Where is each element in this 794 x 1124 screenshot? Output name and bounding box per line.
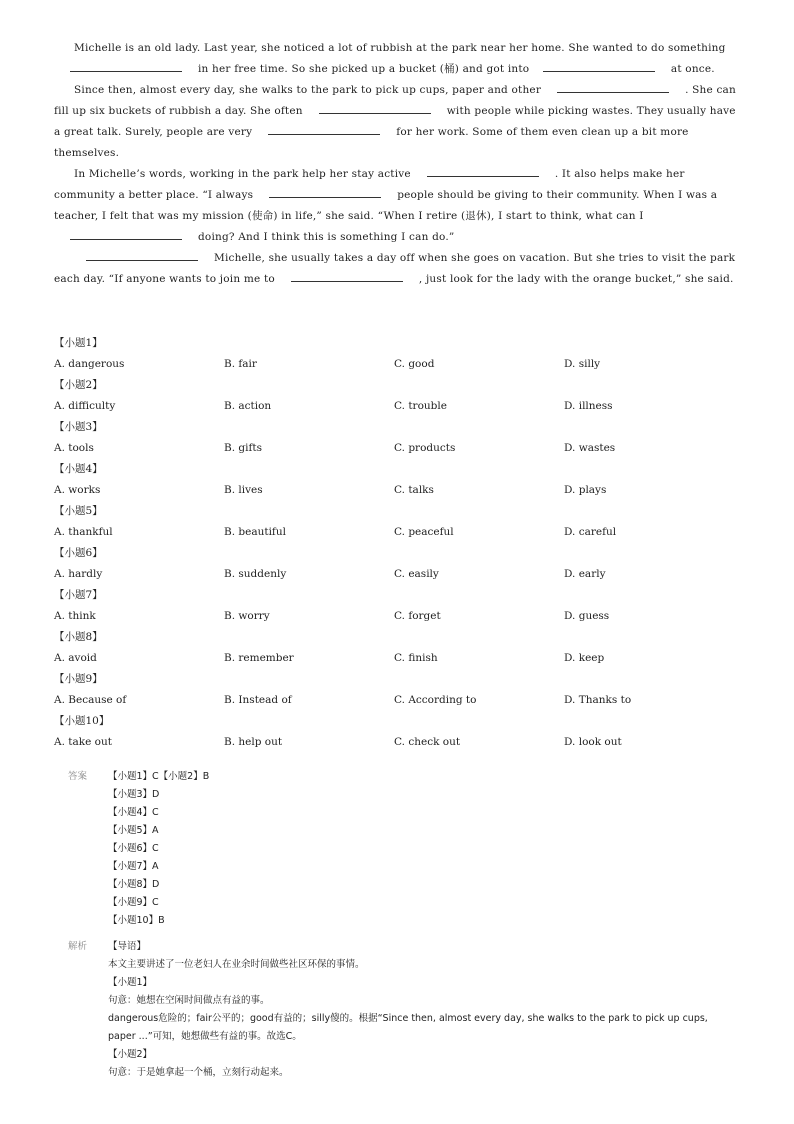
option-row [54,354,744,375]
question-label: 【小题5】 [54,505,103,517]
option-b[interactable]: B. fair [224,358,257,370]
cloze-passage [54,38,744,290]
answer-line: 【小题4】C [108,807,159,818]
passage-paragraph-2: Since then, almost every day, she walks to the park to pick up cups, paper and other . She can fill up six buckets of rubbish a day. She often with people while picking wastes. They usually have a great talk. Surely, people are very for her work. Some of them even clean up a bit more themselves. [54,80,744,164]
explanation-line: 句意：于是她拿起一个桶，立刻行动起来。 [108,1067,289,1078]
explanation-line: 句意：她想在空闲时间做点有益的事。 [108,995,270,1006]
option-a[interactable]: A. Because of [54,694,127,706]
answer-label: 答案 [68,771,88,782]
option-a[interactable]: A. take out [54,736,112,748]
option-a[interactable]: A. avoid [54,652,97,664]
explanation-lines [108,938,738,1082]
option-row [54,522,744,543]
explanation-line: dangerous危险的；fair公平的；good有益的；silly傻的。根据“Since then, almost every day, she walks to the park to pick up cups, paper ...”可知，她想做些有益的事。故选C。 [108,1013,708,1042]
option-b[interactable]: B. beautiful [224,526,286,538]
option-a[interactable]: A. dangerous [54,358,125,370]
option-c[interactable]: C. According to [394,694,477,706]
option-row [54,606,744,627]
explanation-label: 解析 [68,941,88,952]
question-label: 【小题4】 [54,463,103,475]
option-c[interactable]: C. trouble [394,400,447,412]
option-a[interactable]: A. think [54,610,96,622]
option-d[interactable]: D. guess [564,610,610,622]
option-c[interactable]: C. talks [394,484,434,496]
option-row [54,438,744,459]
question-label: 【小题3】 [54,421,103,433]
option-d[interactable]: D. wastes [564,442,616,454]
question-label: 【小题8】 [54,631,103,643]
question-label: 【小题9】 [54,673,103,685]
option-row [54,480,744,501]
option-c[interactable]: C. finish [394,652,438,664]
question-list [54,333,744,753]
option-row [54,564,744,585]
explanation-line: 本文主要讲述了一位老妇人在业余时间做些社区环保的事情。 [108,959,365,970]
option-a[interactable]: A. tools [54,442,94,454]
option-a[interactable]: A. works [54,484,101,496]
option-d[interactable]: D. keep [564,652,605,664]
option-b[interactable]: B. remember [224,652,294,664]
blank-3[interactable] [557,80,669,93]
answer-line: 【小题3】D [108,789,160,800]
explanation-line: 【导语】 [108,941,147,952]
option-b[interactable]: B. action [224,400,272,412]
option-b[interactable]: B. worry [224,610,270,622]
option-b[interactable]: B. lives [224,484,263,496]
question-label: 【小题1】 [54,337,103,349]
answer-line: 【小题1】C【小题2】B [108,771,210,782]
option-c[interactable]: C. easily [394,568,439,580]
passage-paragraph-3: In Michelle’s words, working in the park help her stay active . It also helps make her community a better place. “I always people should be giving to their community. When I was a teacher, I felt that was my mission (使命) in life,” she said. “When I retire (退休), I start to think, what can Idoing? And I think this is something I can do.” [54,164,744,248]
answer-line: 【小题6】C [108,843,159,854]
option-d[interactable]: D. early [564,568,606,580]
answer-lines [108,768,209,930]
option-b[interactable]: B. gifts [224,442,262,454]
option-d[interactable]: D. look out [564,736,622,748]
option-b[interactable]: B. help out [224,736,283,748]
answer-line: 【小题10】B [108,915,165,926]
option-b[interactable]: B. Instead of [224,694,292,706]
option-d[interactable]: D. illness [564,400,613,412]
blank-9[interactable] [86,248,198,261]
blank-5[interactable] [268,122,380,135]
question-label: 【小题10】 [54,715,110,727]
option-d[interactable]: D. careful [564,526,617,538]
answer-line: 【小题9】C [108,897,159,908]
explanation-line: 【小题2】 [108,1049,153,1060]
question-label: 【小题6】 [54,547,103,559]
blank-7[interactable] [269,185,381,198]
answer-line: 【小题5】A [108,825,159,836]
option-d[interactable]: D. silly [564,358,601,370]
option-a[interactable]: A. hardly [54,568,103,580]
blank-2[interactable] [543,59,655,72]
option-a[interactable]: A. thankful [54,526,113,538]
option-d[interactable]: D. plays [564,484,607,496]
answer-line: 【小题7】A [108,861,159,872]
option-c[interactable]: C. peaceful [394,526,454,538]
option-row [54,648,744,669]
option-c[interactable]: C. good [394,358,435,370]
option-c[interactable]: C. check out [394,736,461,748]
blank-10[interactable] [291,269,403,282]
option-row [54,732,744,753]
blank-1[interactable] [70,59,182,72]
blank-6[interactable] [427,164,539,177]
question-label: 【小题2】 [54,379,103,391]
option-row [54,396,744,417]
question-label: 【小题7】 [54,589,103,601]
blank-8[interactable] [70,227,182,240]
passage-paragraph-1: Michelle is an old lady. Last year, she noticed a lot of rubbish at the park near her home. She wanted to do somethingin her free time. So she picked up a bucket (桶) and got into at once. [54,38,744,80]
option-c[interactable]: C. forget [394,610,441,622]
explanation-line: 【小题1】 [108,977,153,988]
answer-line: 【小题8】D [108,879,160,890]
option-row [54,690,744,711]
option-d[interactable]: D. Thanks to [564,694,632,706]
blank-4[interactable] [319,101,431,114]
passage-paragraph-4: Michelle, she usually takes a day off when she goes on vacation. But she tries to visit the park each day. “If anyone wants to join me to , just look for the lady with the orange bucket,” she said. [54,248,744,290]
option-a[interactable]: A. difficulty [54,400,116,412]
option-b[interactable]: B. suddenly [224,568,287,580]
option-c[interactable]: C. products [394,442,456,454]
